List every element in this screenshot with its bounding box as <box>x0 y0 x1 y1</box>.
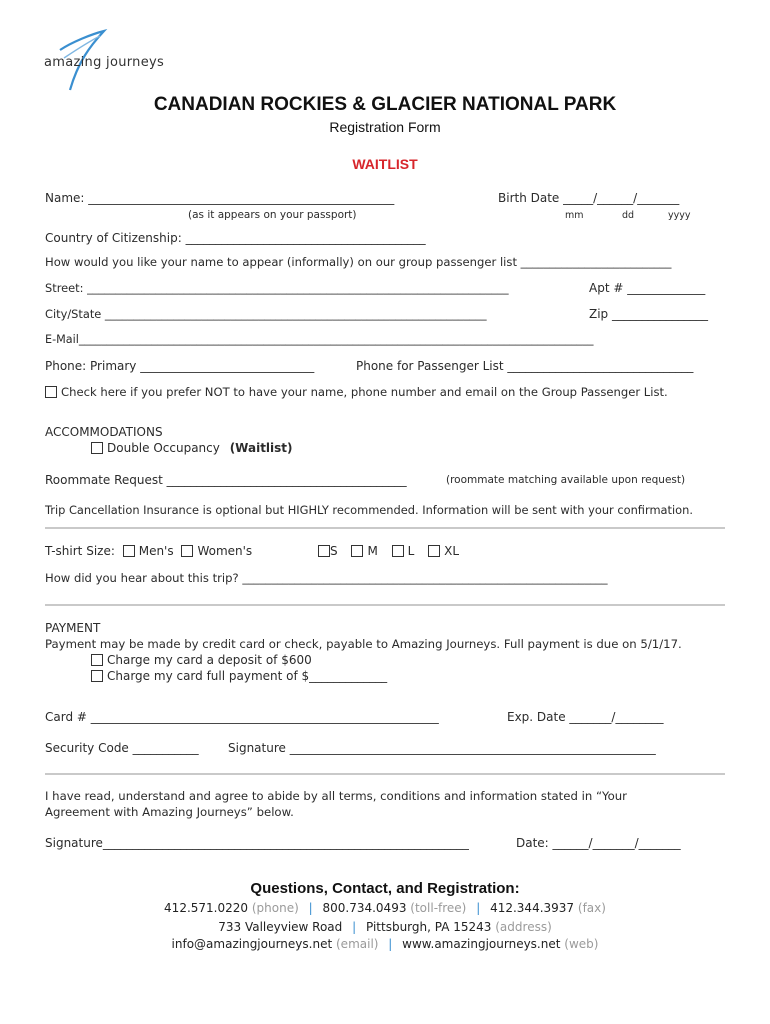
contact-web-line <box>0 937 770 951</box>
separator: | <box>388 937 393 951</box>
divider <box>45 527 725 529</box>
zip-field[interactable]: Zip ________________ <box>589 307 708 321</box>
size-xl-label: XL <box>444 544 460 558</box>
insurance-note: Trip Cancellation Insurance is optional but HIGHLY recommended. Information will be sent with your confirmation. <box>45 503 693 517</box>
phone-tag: (phone) <box>251 901 299 915</box>
size-options <box>318 544 459 558</box>
email-tag: (email) <box>336 937 379 951</box>
waitlist-note: (Waitlist) <box>229 441 293 455</box>
expiration-field[interactable]: Exp. Date _______/________ <box>507 710 664 724</box>
street-address: 733 Valleyview Road <box>218 920 343 934</box>
optout-checkbox[interactable] <box>45 386 57 398</box>
birth-mm-label: mm <box>565 210 584 221</box>
agreement-date-field[interactable]: Date: ______/_______/_______ <box>516 836 681 850</box>
citizenship-field[interactable]: Country of Citizenship: ________________________________________ <box>45 231 426 245</box>
size-s-checkbox[interactable] <box>318 545 330 557</box>
tollfree-tag: (toll-free) <box>410 901 467 915</box>
tshirt-size-row <box>45 544 252 558</box>
divider <box>45 773 725 775</box>
accommodations-heading: ACCOMMODATIONS <box>45 425 163 439</box>
apt-field[interactable]: Apt # _____________ <box>589 281 706 295</box>
full-payment-option <box>91 669 387 683</box>
full-payment-label: Charge my card full payment of $_____________ <box>107 669 388 683</box>
email-link[interactable]: info@amazingjourneys.net <box>171 937 333 951</box>
card-number-field[interactable]: Card # __________________________________________________________ <box>45 710 439 724</box>
phone-primary-field[interactable]: Phone: Primary _____________________________ <box>45 359 315 373</box>
agreement-signature-field[interactable]: Signature_____________________________________________________________ <box>45 836 469 850</box>
city-state-field[interactable]: City/State ___________________________________________________________________ <box>45 307 487 321</box>
fax-number: 412.344.3937 <box>490 901 575 915</box>
size-m-label: M <box>367 544 378 558</box>
deposit-option <box>91 653 312 667</box>
email-field[interactable]: E-Mail____________________________________________________________________________________________ <box>45 333 594 346</box>
payment-intro: Payment may be made by credit card or check, payable to Amazing Journeys. Full payment is due on 5/1/17. <box>45 637 682 651</box>
separator: | <box>476 901 481 915</box>
double-occupancy-checkbox[interactable] <box>91 442 103 454</box>
passenger-name-field[interactable]: How would you like your name to appear (informally) on our group passenger list __________________________ <box>45 255 672 269</box>
womens-label: Women's <box>197 544 253 558</box>
tollfree-number[interactable]: 800.734.0493 <box>322 901 407 915</box>
payment-signature-field[interactable]: Signature _____________________________________________________________ <box>228 741 656 755</box>
deposit-label: Charge my card a deposit of $600 <box>107 653 312 667</box>
web-tag: (web) <box>564 937 599 951</box>
agreement-text-1: I have read, understand and agree to abide by all terms, conditions and information stated in “Your <box>45 789 627 803</box>
size-xl-checkbox[interactable] <box>428 545 440 557</box>
full-payment-checkbox[interactable] <box>91 670 103 682</box>
referral-source-field[interactable]: How did you hear about this trip? _______________________________________________________________ <box>45 571 608 585</box>
contact-heading: Questions, Contact, and Registration: <box>250 880 520 897</box>
double-occupancy-label: Double Occupancy <box>107 441 220 455</box>
birth-date-field[interactable]: Birth Date _____/______/_______ <box>498 191 680 205</box>
page-title: CANADIAN ROCKIES & GLACIER NATIONAL PARK <box>153 94 617 115</box>
deposit-checkbox[interactable] <box>91 654 103 666</box>
mens-checkbox[interactable] <box>123 545 135 557</box>
phone-number[interactable]: 412.571.0220 <box>164 901 249 915</box>
form-subtitle: Registration Form <box>329 119 441 135</box>
name-hint: (as it appears on your passport) <box>188 209 357 221</box>
double-occupancy-option <box>91 441 293 455</box>
logo-text: amazing journeys <box>44 55 165 70</box>
contact-phone-line <box>0 901 770 915</box>
roommate-request-field[interactable]: Roommate Request ________________________________________ <box>45 473 407 487</box>
street-field[interactable]: Street: __________________________________________________________________________ <box>45 281 509 295</box>
waitlist-badge: WAITLIST <box>352 156 418 172</box>
tshirt-label: T-shirt Size: <box>45 544 115 558</box>
contact-address-line <box>0 920 770 934</box>
separator: | <box>352 920 357 934</box>
optout-label: Check here if you prefer NOT to have your name, phone number and email on the Group Passenger List. <box>61 385 668 399</box>
phone-passenger-list-field[interactable]: Phone for Passenger List _______________________________ <box>356 359 694 373</box>
birth-dd-label: dd <box>622 210 635 221</box>
roommate-note: (roommate matching available upon request) <box>446 474 686 486</box>
mens-label: Men's <box>138 544 174 558</box>
size-s-label: S <box>330 544 338 558</box>
address-tag: (address) <box>495 920 552 934</box>
payment-heading: PAYMENT <box>45 621 101 635</box>
security-code-field[interactable]: Security Code ___________ <box>45 741 199 755</box>
size-m-checkbox[interactable] <box>351 545 363 557</box>
passenger-list-optout <box>45 385 668 399</box>
divider <box>45 604 725 606</box>
website-link[interactable]: www.amazingjourneys.net <box>402 937 561 951</box>
womens-checkbox[interactable] <box>181 545 193 557</box>
city-address: Pittsburgh, PA 15243 <box>365 920 492 934</box>
birth-yyyy-label: yyyy <box>668 210 691 221</box>
size-l-label: L <box>407 544 415 558</box>
fax-tag: (fax) <box>577 901 606 915</box>
size-l-checkbox[interactable] <box>392 545 404 557</box>
logo <box>44 28 165 98</box>
separator: | <box>308 901 313 915</box>
agreement-text-2: Agreement with Amazing Journeys” below. <box>45 805 294 819</box>
name-field[interactable]: Name: ___________________________________________________ <box>45 191 395 205</box>
